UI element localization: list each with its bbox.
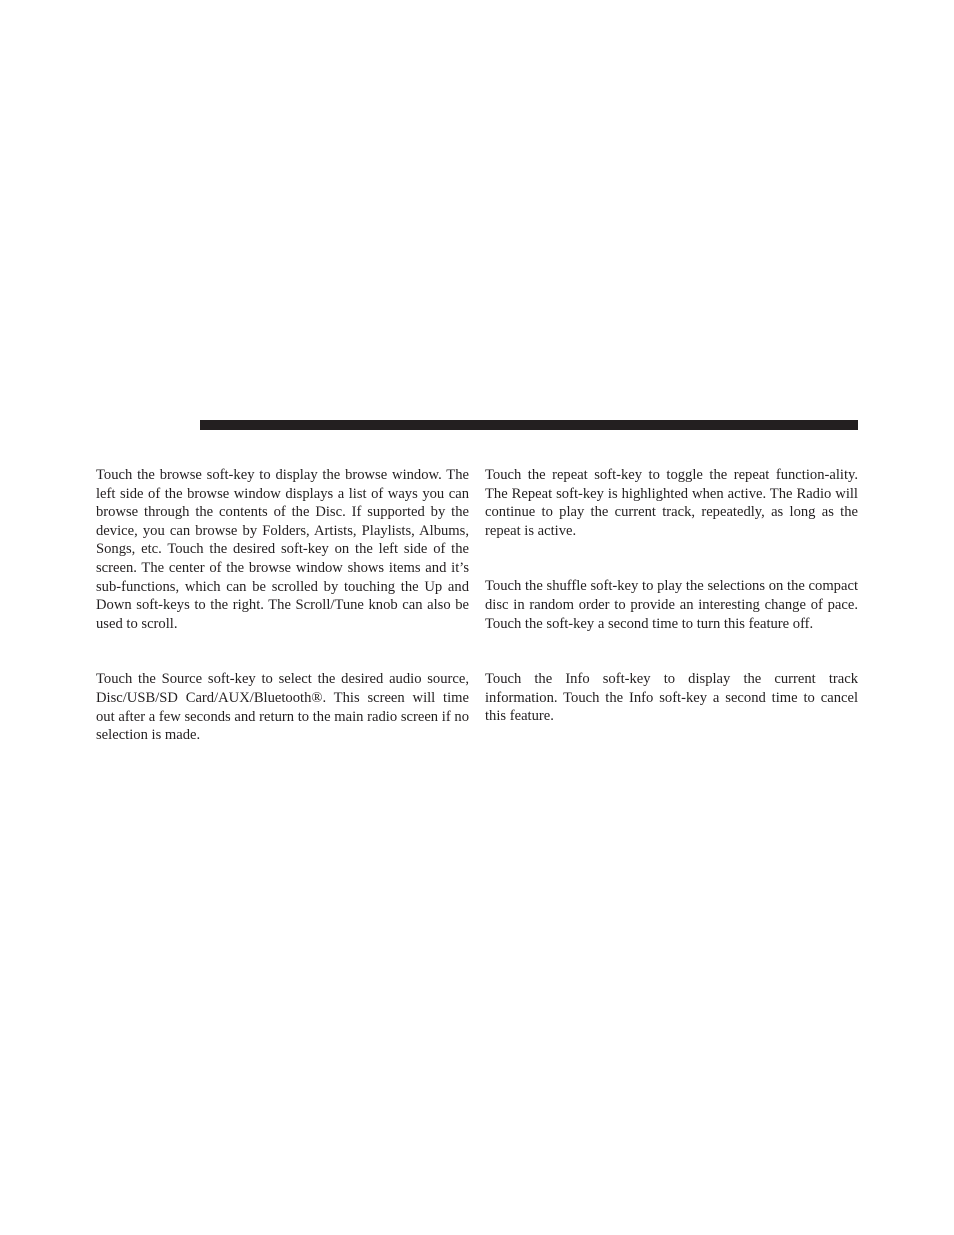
shuffle-paragraph: Touch the shuffle soft-key to play the selections on the compact disc in random order to provide an interesting change of pace. Touch the soft-key a second time to turn this feature off. [485, 578, 858, 632]
right-column [485, 466, 858, 726]
left-column [96, 466, 469, 745]
info-paragraph: Touch the Info soft-key to display the current track information. Touch the Info soft-key a second time to cancel this feature. [485, 671, 858, 725]
browse-paragraph: Touch the browse soft-key to display the browse window. The left side of the browse window displays a list of ways you can browse through the contents of the Disc. If supported by the device, you can browse by Folders, Artists, Playlists, Albums, Songs, etc. Touch the desired soft-key on the left side of the screen. The center of the browse window shows items and it’s sub-functions, which can be scrolled by touching the Up and Down soft-keys to the right. The Scroll/Tune knob can also be used to scroll. [96, 467, 469, 632]
section-header-rule [200, 420, 858, 430]
source-paragraph: Touch the Source soft-key to select the desired audio source, Disc/USB/SD Card/AUX/Bluetooth®. This screen will time out after a few seconds and return to the main radio screen if no selection is made. [96, 671, 469, 744]
repeat-paragraph: Touch the repeat soft-key to toggle the repeat function-ality. The Repeat soft-key is highlighted when active. The Radio will continue to play the current track, repeatedly, as long as the repeat is active. [485, 467, 858, 539]
